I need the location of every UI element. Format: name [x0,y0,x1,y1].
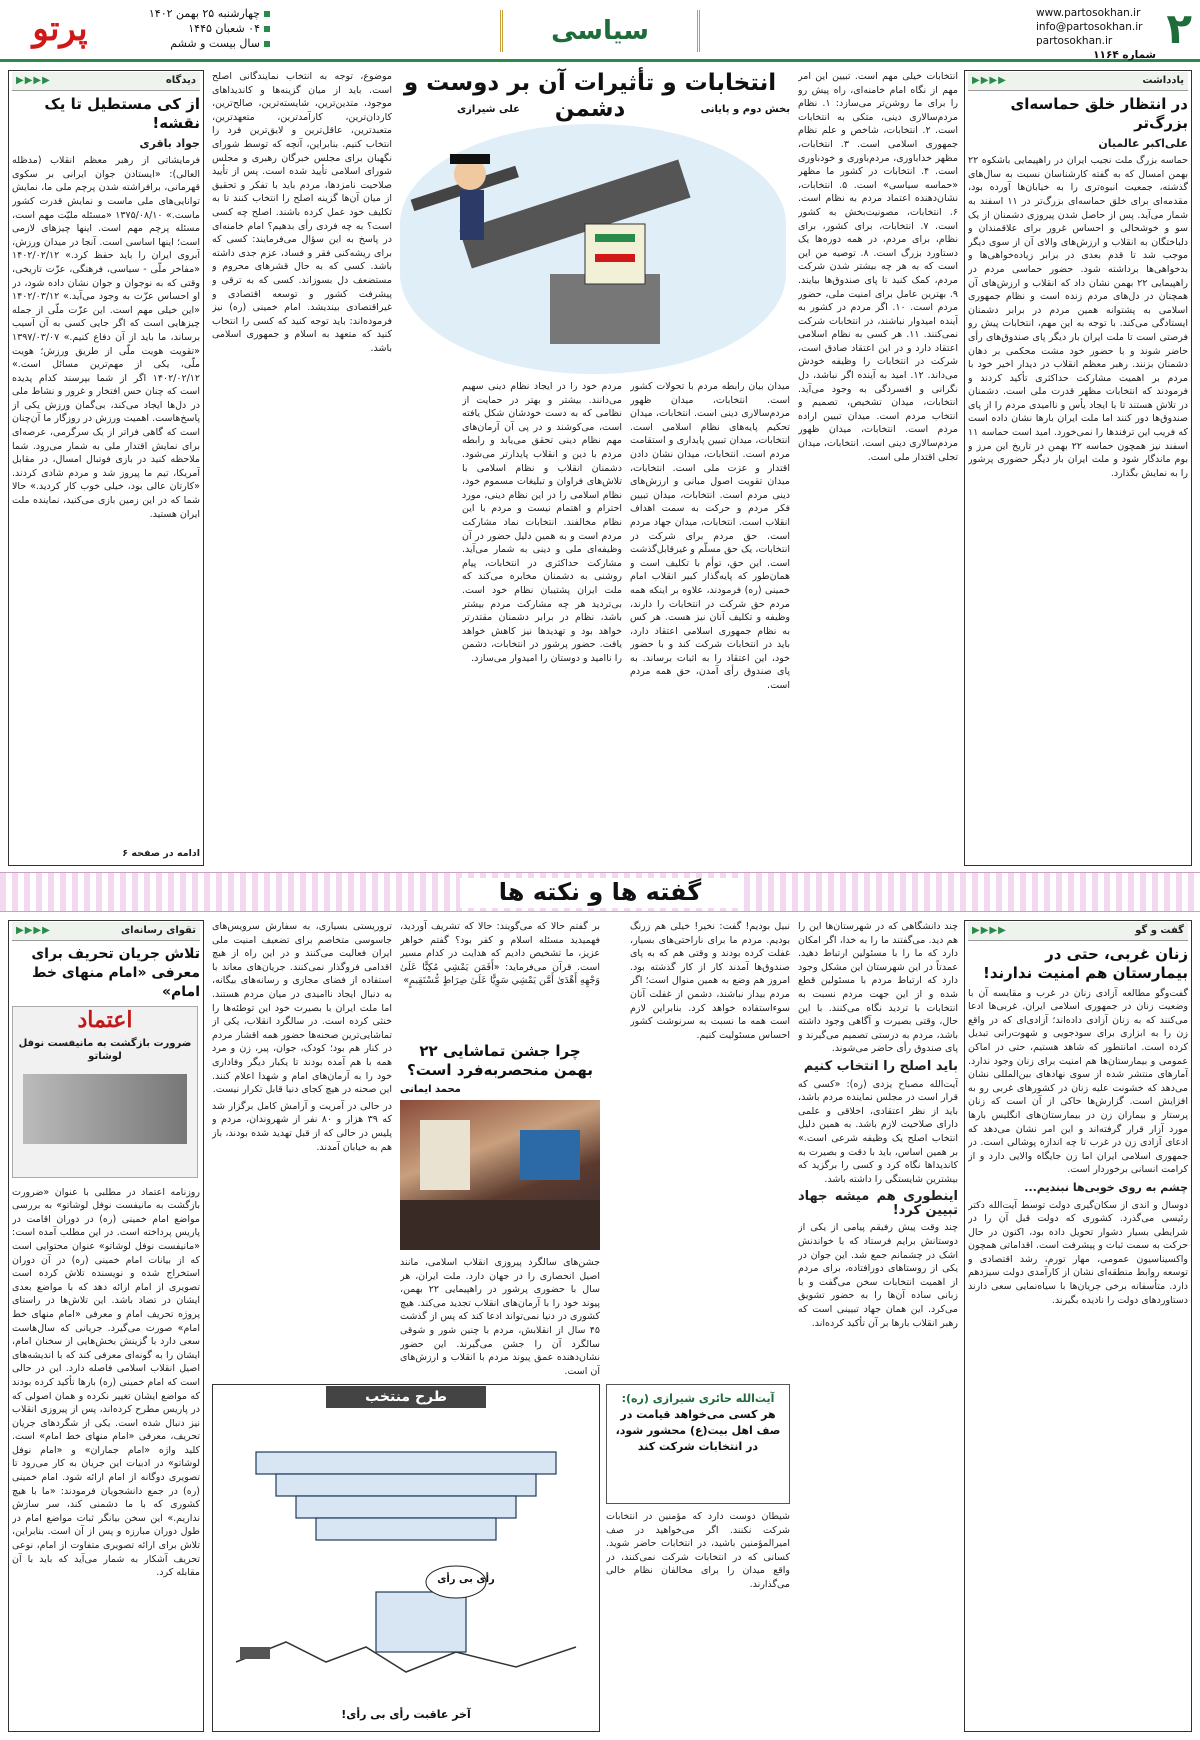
main-article-subtitle: بخش دوم و پایانی [700,104,790,115]
didgah-body: فرمایشاتی از رهبر معظم انقلاب (مدظله العالی): «ایستادن جوان ایرانی بر سکوی قهرمانی، برافراشته شدن پرچم ملی ما، نمایش توانایی‌های ملی ماست و نمایش قدرت کشور ماست.» ۱۳۷۵/۰۸/۱۰ «مسئله ملیّت مهم است، مسئله پرچم مهم است. اینها چیزهای لازمی است؛ اینها اساسی است. آنجا در میدان ورزش، آبروی ایران را باید حفظ کرد.» ۱۴۰۲/۰۲/۱۲ «مفاخر ملّی - سیاسی، فرهنگی، عزّت تاریخی، وقتی که به نوجوان و جوان نشان داده شود، در او احساس عزّت به وجود می‌آید.» ۱۴۰۲/۰۳/۱۲ «این خیلی مهم است. این عزّت ملّی از جمله چیزهایی است که اگر جایی کسی به آن آسیب برساند، ما باید از آن دفاع کنیم.» ۱۳۹۷/۰۳/۰۷ «تقویت هویت ملّی از طریق ورزش؛ هویت ملّی، یکی از مهم‌ترین مسائل است.» ۱۴۰۲/۰۲/۱۲ اگر از شما بپرسند کدام پدیده است که چنان حس افتخار و غرور و نشاط ملی در دل‌ها ایجاد می‌کند، بی‌گمان ورزش یکی از پاسخ‌هاست. اهمیت ورزش در روزگار ما آن‌چنان است که گاهی فراتر از یک سرگرمی، عرصه‌ای برای نمایش اقتدار ملی به شمار می‌رود. شما ملاحظه کنید در بازی فوتبال امسال، در مقابل آمریکا، تیم ما پیروز شد و مردم شادی کردند. «کارتان عالی بود، خیلی خوب کار کردید.» حالا شما که در این زمین بازی می‌کنید، نماینده ملت ایران هستید. [12,155,200,520]
mid-col-b2: شیطان دوست دارد که مؤمنین در انتخابات شرکت نکنند. اگر می‌خواهید در صف امیرالمؤمنین باشید، در انتخابات حاضر شوید. کسانی که در انتخابات شرکت نمی‌کنند، در واقع میدان را برای مخالفان نظام خالی می‌گذارند. [606,1511,790,1590]
didgah-title: از کی مستطیل تا یک نقشه! [44,94,200,132]
paper-name: اعتماد [77,1006,133,1033]
mid-col-c2: جشن‌های سالگرد پیروزی انقلاب اسلامی، مانند اصیل انحصاری را در جهان دارد. ملت ایران، هر سال با حضوری پرشور در راهپیمایی ۲۲ بهمن، پیوند خود را با آرمان‌های انقلاب تجدید می‌کند. هیچ کشوری در دنیا نمی‌تواند ادعا کند که پس از گذشت ۴۵ سال از انقلابش، مردم با چنین شور و شوقی سالگرد آن را جشن می‌گیرند. این حضور نشان‌دهنده عمق پیوند مردم با انقلاب و ارزش‌های آن است. [400,1257,600,1377]
goftvagoo-body: گفت‌وگو مطالعه آزادی زنان در غرب و مقایسه آن با وضعیت زنان در جمهوری اسلامی ایران. غربی‌ها ادعا می‌کنند که به زنان آزادی داده‌اند؛ آزادی‌ای که در واقع زن را به ابزاری برای سودجویی و شهوت‌رانی تبدیل کرده است. امانتطور که شاهد هستیم، حتی در اماکن عمومی و بیمارستان‌ها هم امنیت برای زنان وجود ندارد. آمارهای منتشر شده از سوی نهادهای بین‌المللی نشان می‌دهد که خشونت علیه زنان در کشورهای غربی رو به افزایش است. گزارش‌ها حاکی از آن است که زنان پرستار و بیماران زن در بیمارستان‌های انگلیس بارها مورد آزار قرار گرفته‌اند و این امر نشان می‌دهد که ادعای آزادی زن در غرب تا چه اندازه پوشالی است. در جمهوری اسلامی ایران اما زن جایگاه والایی دارد و از کرامت انسانی برخوردار است. [968,987,1188,1176]
section-label: سیاسی [551,16,649,46]
media-body: روزنامه اعتماد در مطلبی با عنوان «ضرورت بازگشت به مانیفست نوفل لوشاتو» به بررسی مواضع امام خمینی (ره) در دوران اقامت در پاریس پرداخته است. در این مطلب آمده است: «مانیفست نوفل لوشاتو» عنوان محتوایی است که از بیانات امام خمینی (ره) در آن دوران استخراج شده و نویسنده تلاش کرده است تصویری از امام ارائه دهد که با مواضع بعدی ایشان در تضاد باشد. این تلاش‌ها در راستای پروژه تحریف امام و معرفی «امام منهای خط امام» صورت می‌گیرد. جریانی که سال‌هاست سعی دارد با گزینش بخش‌هایی از سخنان امام، ایشان را به گونه‌ای معرفی کند که با اندیشه‌های اصیل انقلاب اسلامی فاصله دارد. این در حالی است که امام خمینی (ره) بارها تأکید کرده بودند که مواضع ایشان تغییر نکرده و همان اصولی که در پاریس مطرح کرده‌اند، پس از پیروزی انقلاب نیز دنبال شده است. یکی از شگردهای جریان تحریف، معرفی «امام منهای خط امام» است. کلید واژه «امام جماران» و «امام نوفل لوشاتو» در ادبیات این جریان به کار می‌رود تا تصویری دوگانه از امام ارائه شود. امام خمینی (ره) در جمع دانشجویان فرمودند: «ما با هیچ کشوری که با ما دشمنی کند، سر سازش نداریم.» این سخن بیانگر ثبات مواضع امام در طول دوران مبارزه و پس از آن است. بنابراین، تلاش برای ارائه تصویری متفاوت از امام، نوعی تحریف آشکار به شمار می‌آید که باید با آن مقابله کرد. [12,1186,200,1579]
date-hijri: ۰۴ شعبان ۱۴۴۵ [188,22,260,35]
header-contact [1036,6,1156,62]
paper-photo [23,1074,187,1144]
quote-title: آیت‌الله حائری شیرازی (ره): [621,1392,775,1405]
band-title: گفته ها و نکته ها [460,878,740,908]
yaddasht-body: حماسه بزرگ ملت نجیب ایران در راهپیمایی باشکوه ۲۲ بهمن امسال که به گفته کارشناسان نسبت به سال‌های گذشته، جمعیت انبوه‌تری را به خیابان‌ها آورده بود، مقدمه‌ای برای خلق حماسه‌ای بزرگ‌تر در ۱۱ اسفند به شمار می‌آید. پس از حاصل شدن پیروزی دشمنان از یک سو و خوشحالی و احساس غرور برای علاقمندان و دلباختگان به انقلاب و ارزش‌های والای آن از سوی دیگر موجب شد تا قدم بعدی در برابر زیاده‌خواهی‌ها و بدخواهی‌ها برداشته شود. حضور حماسی مردم در راهپیمایی ۲۲ بهمن نشان داد که انقلاب و ارزش‌های آن همچنان در دل‌های مردم زنده است و نظام جمهوری اسلامی به پشتوانه همین مردم در برابر دشمنان ایستادگی می‌کند. با توجه به این مهم، انتخابات پیش رو فرصتی است تا ملت ایران بار دیگر پای صندوق‌های رأی حاضر شوند و با حضور خود مشت محکمی بر دهان دشمنان بزنند. رهبر معظم انقلاب در دیدار اخیر خود با مردم بر اهمیت مشارکت حداکثری تأکید کردند و فرمودند که انتخابات مظهر قدرت ملی است. دشمنان در تلاش هستند تا با ایجاد یأس و ناامیدی مردم را از پای صندوق‌ها دور کنند اما ملت ایران بارها نشان داده است که فریب این ترفندها را نمی‌خورد. امید است حماسه ۱۱ اسفند نیز همچون حماسه ۲۲ بهمن در تاریخ این مرز و بوم ماندگار شود و ملت ایران بار دیگر حضوری پرشور را به نمایش بگذارد. [968,155,1188,479]
issue-number: شماره ۱۱۶۴ [1093,49,1156,61]
yaddasht-author: علی‌اکبر عالمیان [1098,136,1188,150]
goftvagoo-title: زنان غربی، حتی در بیمارستان هم امنیت ندارند! [983,944,1188,982]
bullet-icon [264,11,270,17]
didgah-author: جواد باقری [139,136,200,150]
tarh-cartoon-ballot-tower-icon [216,1412,596,1702]
mid-c-title: چرا جشن تماشایی ۲۲ بهمن منحصربه‌فرد است؟ [407,1042,593,1079]
media-column [12,922,200,1728]
main-article-title: انتخابات و تأثیرات آن بر دوست و دشمن [403,70,777,122]
cartoon-gun-ballot-icon [400,124,786,374]
didgah-kicker: دیدگاه ▶▶▶▶ [12,72,200,91]
paper-headline: ضرورت بازگشت به مانیفست نوفل لوشاتو [18,1037,192,1063]
yaddasht-column [968,72,1188,862]
newspaper-thumbnail [12,1006,198,1178]
quote-box [606,1384,790,1504]
tarh-speech: رأی بی رأی [437,1574,495,1585]
main-article-col4b [400,380,456,866]
bullet-icon [264,26,270,32]
volume: سال بیست و ششم [170,37,260,50]
tarh-title: طرح منتخب [326,1386,486,1408]
section-title [500,10,700,52]
yaddasht-title: در انتظار خلق حماسه‌ای بزرگ‌تر [1010,94,1188,132]
website[interactable]: www.partosokhan.ir [1036,7,1141,19]
continued-note[interactable]: ادامه در صفحه ۶ [122,848,200,860]
rally-crowd-image [400,1100,600,1250]
bullet-icon [264,41,270,47]
media-kicker: تقوای رسانه‌ای ▶▶▶▶ [12,922,200,941]
mid-col-a: چند دانشگاهی که در شهرستان‌ها این را هم دید. می‌گفتند ما را به خدا، اگر امکان دارد که ما را با مسئولین ارتباط دهید. عمدتاً در این شهرستان این مشکل وجود دارد که ارتباط مردم با مسئولین قطع شده و از این جهت مردم نسبت به انتخابات با تردید نگاه می‌کنند. با این حال، وقتی بصیرت و آگاهی وجود داشته باشد، مردم به درستی تصمیم می‌گیرند و پای صندوق رأی حاضر می‌شوند. باید اصلح را انتخاب کنیم آیت‌الله مصباح یزدی (ره): «کسی که قرار است در مجلس نماینده مردم باشد، باید از نظر اعتقادی، اخلاقی و علمی دارای صلاحیت لازم باشد. به همین دلیل انتخاب اصلح یک وظیفه شرعی است.» بر همین اساس، باید با دقت و بصیرت به کاندیداها نگاه کرد و کسی را برگزید که بیشترین شایستگی را داشته باشد. اینطوری هم میشه جهاد تبیین کرد! چند وقت پیش رفیقم پیامی از یکی از دوستانش برایم فرستاد که با خواندنش اشک در چشمانم جمع شد. این جوان در یکی از روستاهای دورافتاده، برای مردم از اهمیت انتخابات سخن می‌گفت و با زبانی ساده آن‌ها را به حضور تشویق می‌کرد. این همان جهاد تبیینی است که رهبر انقلاب بارها بر آن تأکید کرده‌اند. [798,921,958,1329]
main-article-col4: موضوع، توجه به انتخاب نمایندگانی اصلح است. باید از میان گزینه‌ها و کاندیداهای موجود، متدین‌ترین، شایسته‌ترین، صالح‌ترین، کاردان‌ترین، کارآمدترین، متعهدترین، متعبدترین، عاقل‌ترین و لایق‌ترین فرد را انتخاب کنیم. بنابراین، آنچه که توسط شورای نگهبان برای مجلس خبرگان رهبری و مجلس شورای اسلامی تأیید شده است. پس از تأیید صلاحیت نامزدها، مردم باید با تفکر و تحقیق از میان آن‌ها گزینه اصلح را انتخاب کنند تا به تکلیف خود عمل کرده باشند. اصلح چه کسی است؟ به چه فردی رأی بدهیم؟ امام خامنه‌ای در پاسخ به این سؤال می‌فرمایند: کسی که برای ریشه‌کنی فقر و فساد، عزم جدی داشته باشد. کسی که به حال قشرهای محروم و مستضعف دل بسوزاند. کسی که به ترقی و پیشرفت کشور و توسعه اقتصادی و غیراقتصادی بیندیشد. امام خمینی (ره) نیز فرموده‌اند: باید توجه کنید که کسی را انتخاب کنید که متعهد به اسلام و جمهوری اسلامی باشد. [212,71,392,354]
mid-a-sub2: اینطوری هم میشه جهاد تبیین کرد! [798,1189,958,1218]
main-article-col2: میدان بیان رابطه مردم با تحولات کشور است. انتخابات، میدان ظهور مردم‌سالاری دینی است. انتخابات، میدان تحکیم پایه‌های نظام اسلامی است. انتخابات، میدان تبیین پایداری و استقامت مردم است. انتخابات، میدان نشان دادن اقتدار و عزت ملی است. انتخابات، میدان تقویت اصول مبانی و ارزش‌های دینی مردم است. انتخابات، میدان تبیین فکر مردم و حرکت به سمت اهداف انقلاب است. انتخابات، میدان جهاد مردم است. حق مردم برای شرکت در انتخابات، یک حق مسلّم و غیرقابل‌گذشت است. این حق، توأم با تکلیف است و همان‌طور که پایه‌گذار کبیر انقلاب امام خمینی (ره) فرمودند، علاوه بر اینکه همه مردم حق شرکت در انتخابات را دارند، وظیفه و تکلیف آنان نیز هست. هر کس به نظام جمهوری اسلامی اعتقاد دارد، باید در انتخابات شرکت کند و با حضور خود، این اعتقاد را به اثبات برساند. به پای صندوق رأی آمدن، حق همه مردم است. [630,381,790,692]
newspaper-logo [8,4,112,56]
mid-c-author: محمد ایمانی [400,1084,461,1095]
yaddasht-kicker: یادداشت ▶▶▶▶ [968,72,1188,91]
logo-text: پرتو [32,9,88,49]
main-cartoon [400,124,786,374]
page-header [0,0,1200,62]
goftvagoo-column [968,922,1188,1728]
header-dates [120,6,270,51]
goftvagoo-body2: دوسال و اندی از سکان‌گیری دولت توسط آیت‌الله دکتر رئیسی می‌گذرد. کشوری که دولت قبل آن را در شرایطی بسیار دشوار تحویل داده بود، اکنون در حال حرکت به سمت ثبات و پیشرفت است. اقداماتی همچون واکسیناسیون عمومی، مهار تورم، رشد اقتصادی و توسعه روابط منطقه‌ای نشان از کارآمدی دولت سیزدهم دارد. متأسفانه برخی جریان‌ها با سیاه‌نمایی سعی دارند دستاوردهای دولت را نادیده بگیرند. [968,1199,1188,1306]
page-number: ۲ [1166,4,1192,53]
date-shamsi: چهارشنبه ۲۵ بهمن ۱۴۰۲ [148,7,260,20]
media-paper-wrap [12,1006,200,1182]
mid-col-c: بر گفتم حالا که می‌گویند: حالا که تشریف آوردید، فهمیدید مسئله اسلام و کفر بود؟ گفتم خواهر عزیز، ما تشخیص دادیم که هدایت در کدام مسیر است. قرآن می‌فرماید: «أَفَمَن يَمْشِي مُكِبًّا عَلَىٰ وَجْهِهِ أَهْدَىٰ أَمَّن يَمْشِي سَوِيًّا عَلَىٰ صِرَاطٍ مُّسْتَقِيمٍ» [400,921,600,987]
mid-col-b: نبیل بودیم! گفت: نخیر! خیلی هم زرنگ بودیم. مردم ما برای ناراحتی‌های بسیار، غفلت کرده بودند و وقتی هم که به پای صندوق‌ها آمدند کار از کار گذشته بود. امروز هم وضع به همین منوال است؛ اگر مردم بیدار نباشند، دشمن از غفلت آنان سوءاستفاده خواهد کرد. بنابراین لازم است همه ما نسبت به سرنوشت کشور احساس مسئولیت کنیم. [630,921,790,1041]
dots-icon: ▶▶▶▶ [972,75,1007,86]
rally-photo [400,1100,600,1250]
goftvagoo-kicker: گفت و گو ▶▶▶▶ [968,922,1188,941]
main-article-author: علی شیرازی [457,104,520,115]
main-article-col3: مردم خود را در ایجاد نظام دینی سهیم می‌دانند. بیشتر و بهتر در حمایت از نظامی که به دست خودشان شکل یافته است، می‌کوشند و در پی آن آرمان‌های مهم نظام دینی تحقق می‌یابد و رابطه مردم با دین و انقلاب پایدارتر می‌شود. دشمنان انقلاب و نظام اسلامی با تلاش‌های فراوان و تبلیغات مسموم خود، نظام اسلامی را در این نظام دینی، مورد احترام و اهتمام نیست و مردم با این نظام مخالفند. انتخابات نماد مشارکت مردم است و به همین دلیل حضور در آن وظیفه‌ای ملی و دینی به شمار می‌آید. مشارکت حداکثری در انتخابات، پیام روشنی به دشمنان مخابره می‌کند که ملت ایران پشتیبان نظام خود است. بی‌تردید هر چه مشارکت مردم بیشتر باشد، نظام در برابر دشمنان مقتدرتر خواهد بود و تهدیدها نیز کاهش خواهد یافت. حضور پرشور در انتخابات، دشمن را ناامید و دوستان را امیدوار می‌سازد. [462,381,622,664]
tarh-caption: آخر عاقبت رأی بی رأی! [341,1708,471,1721]
dots-icon: ▶▶▶▶ [16,925,51,936]
didgah-column [12,72,200,862]
mid-a-sub: باید اصلح را انتخاب کنیم [803,1058,958,1074]
email[interactable]: info@partosokhan.ir [1036,21,1143,33]
media-title: تلاش جریان تحریف برای معرفی «امام منهای خط امام» [31,945,200,1000]
main-article-col1: انتخابات خیلی مهم است. تبیین این امر مهم از نگاه امام خامنه‌ای، راه پیش رو را برای ما روشن‌تر می‌سازد: ۱. نظام مردم‌سالاری دینی، متکی به انتخابات است. ۲. انتخابات، شاخص و علم نظام جمهوری اسلامی است. ۳. انتخابات، مظهر خداباوری، مردم‌باوری و خودباوری است. ۴. انتخابات در کشور ما مظهر «حماسه سیاسی» است. ۵. انتخابات، نشان‌دهنده اعتماد مردم به نظام است. ۶. انتخابات، مصونیت‌بخش به کشور است. ۷. انتخابات، برای کشور، برای نظام، برای مردم، در همه دوره‌ها یک دستاورد بزرگ است. ۸. توصیه من این است که به هر چه بیشتر شدن شرکت مردم، کمک کنید تا پای صندوق‌ها بیایند. ۹. بهترین عامل برای امنیت ملی، حضور مردم است. ۱۰. اگر مردم در کشور به آینده امیدوار نباشند، در انتخابات شرکت نمی‌کنند. ۱۱. هر کسی به نظام اسلامی اعتقاد دارد و در این اعتقاد صادق است، شرکت در انتخابات را وظیفه خودش می‌داند. ۱۲. امید به آینده اگر نباشد، دل نگرانی و افسردگی به وجود می‌آید. انتخابات، میدان تشخیص، تصمیم و انتخاب مردم است. میدان تبیین اراده مردم است. انتخابات، میدان ظهور مردم‌سالاری دینی است. انتخابات، میدان تجلی اقتدار ملی است. [798,71,958,463]
dots-icon: ▶▶▶▶ [16,75,51,86]
dots-icon: ▶▶▶▶ [972,925,1007,936]
mid-col-d: تروریستی بسیاری، به سفارش سرویس‌های جاسوسی متخاصم برای تضعیف امنیت ملی ایران فعالیت می‌کنند و در این راه از هیچ اقدامی فروگذار نمی‌کنند. جریان‌های معاند با استفاده از فضای مجازی و رسانه‌های بیگانه، به دنبال ایجاد ناامیدی در میان مردم هستند. اما ملت ایران با بصیرت خود این توطئه‌ها را خنثی کرده است. در سالگرد انقلاب، یکی از تماشایی‌ترین صحنه‌ها حضور همه اقشار مردم در کنار هم بود؛ کودک، جوان، پیر، زن و مرد همه با هم آمده بودند تا یکبار دیگر وفاداری خود را به آرمان‌های امام و شهدا اعلام کنند. این صحنه در هیچ کجای دنیا قابل تکرار نیست. در حالی در آمریت و آرامش کامل برگزار شد که ۳۹ هزار و ۸۰ نفر از شهروندان، مردم و پلیس در حالی که از قبل تهدید شده بودند، باز هم به خیابان آمدند. [212,921,392,1153]
instagram[interactable]: partosokhan.ir [1036,35,1113,47]
goftvagoo-sub: چشم به روی خوبی‌ها نبندیم... [1024,1180,1188,1194]
quote-text: هر کسی می‌خواهد قیامت در صف اهل بیت(ع) محشور شود، در انتخابات شرکت کند [615,1408,781,1453]
